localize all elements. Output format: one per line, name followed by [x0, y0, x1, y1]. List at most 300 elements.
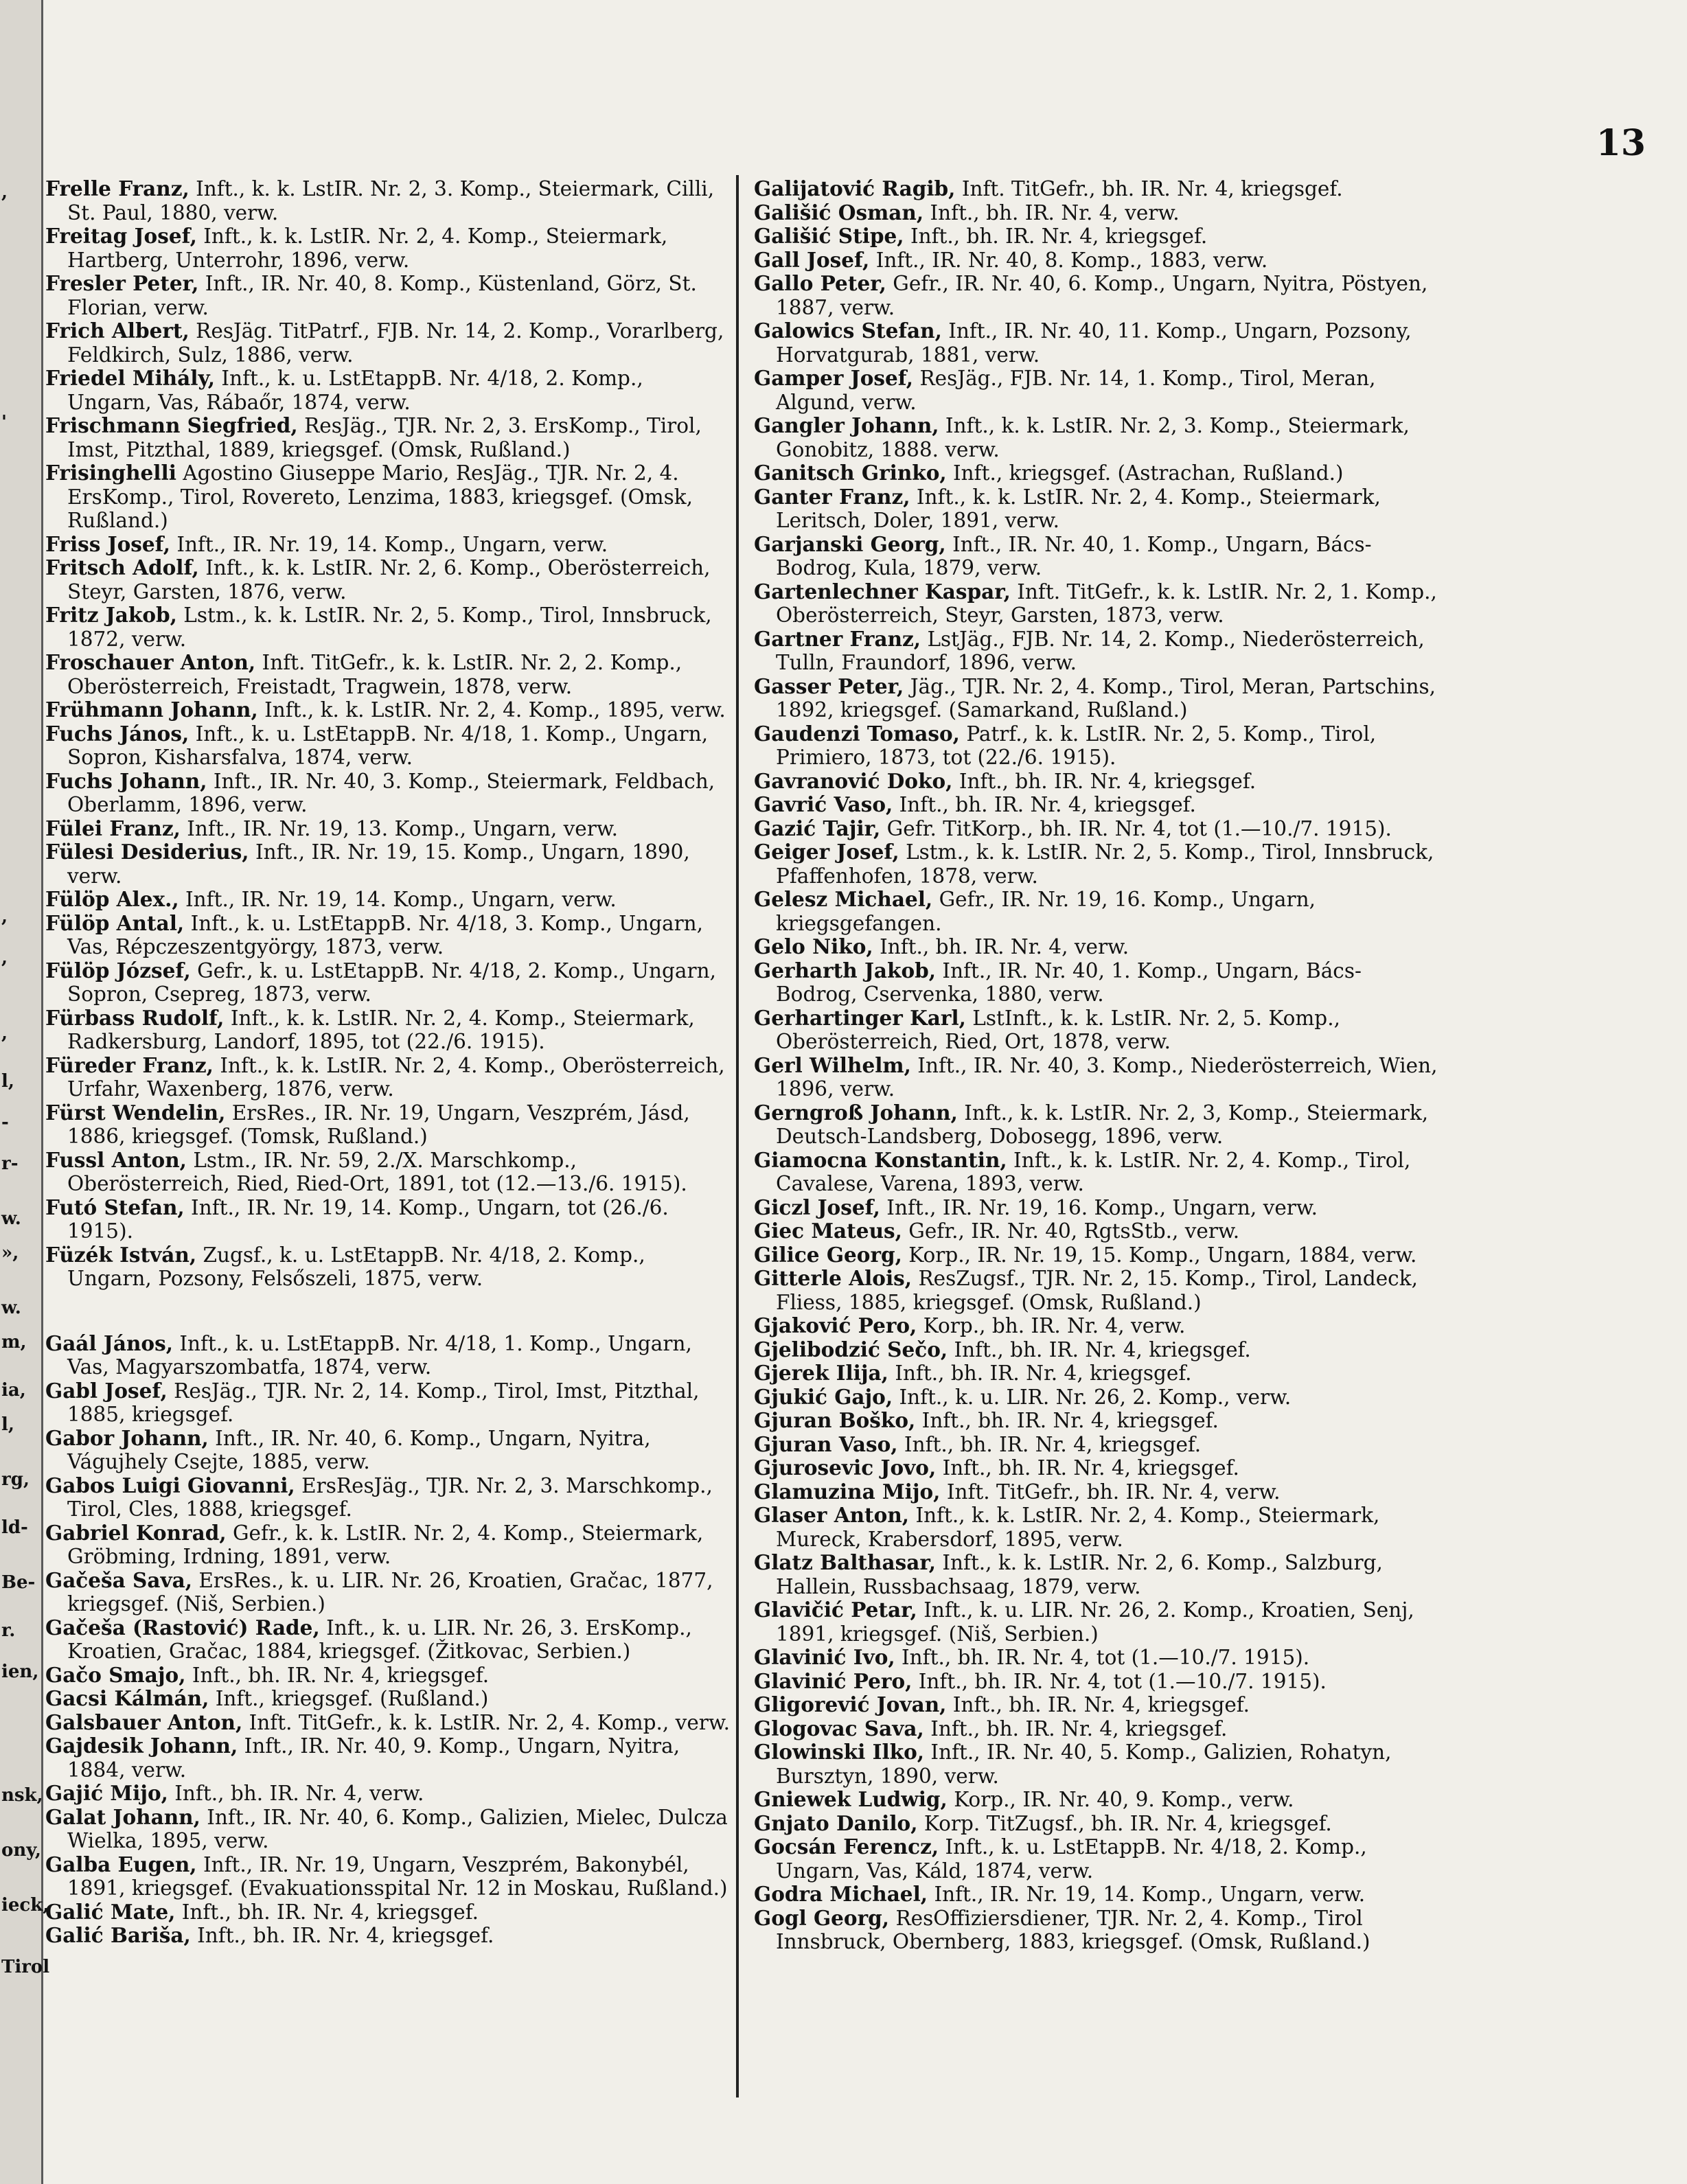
list-entry	[45, 1196, 732, 1243]
entry-details: Gefr., k. u. LstEtappB. Nr. 4/18, 2. Komp., Ungarn, Sopron, Csepreg, 1873, verw.	[67, 958, 716, 1006]
entry-name: Gerngroß Johann,	[754, 1100, 958, 1125]
entry-name: Gnjato Danilo,	[754, 1811, 918, 1835]
entry-details: Inft., IR. Nr. 40, 3. Komp., Niederösterreich, Wien, 1896, verw.	[776, 1053, 1438, 1101]
entry-details: Inft., k. u. LstEtappB. Nr. 4/18, 1. Komp., Ungarn, Vas, Magyarszombatfa, 1874, verw.	[67, 1331, 692, 1379]
list-entry	[754, 367, 1441, 414]
entry-name: Fülei Franz,	[45, 816, 181, 840]
list-entry	[45, 461, 732, 533]
entry-details: Jäg., TJR. Nr. 2, 4. Komp., Tirol, Meran, Partschins, 1892, kriegsgef. (Samarkand, Rußland.)	[776, 674, 1436, 722]
entry-name: Giamocna Konstantin,	[754, 1147, 1007, 1172]
entry-name: Gjaković Pero,	[754, 1313, 917, 1337]
list-entry	[45, 1711, 732, 1735]
list-entry	[754, 1361, 1441, 1386]
entry-details: Inft., bh. IR. Nr. 4, kriegsgef.	[175, 1900, 479, 1924]
entry-name: Galijatović Ragib,	[754, 176, 956, 200]
list-entry	[754, 1812, 1441, 1836]
list-entry	[754, 1646, 1441, 1670]
entry-name: Frischmann Siegfried,	[45, 413, 298, 437]
entry-name: Futó Stefan,	[45, 1195, 185, 1219]
list-entry	[45, 1101, 732, 1149]
entry-name: Galowics Stefan,	[754, 319, 942, 343]
entry-name: Gajdesik Johann,	[45, 1734, 238, 1758]
list-entry	[45, 556, 732, 604]
entry-details: Inft., IR. Nr. 40, 1. Komp., Ungarn, Bács-Bodrog, Cservenka, 1880, verw.	[776, 958, 1362, 1006]
list-entry	[754, 1433, 1441, 1457]
entry-name: Gjuran Vaso,	[754, 1432, 898, 1456]
list-entry	[45, 722, 732, 770]
entry-name: Fuchs János,	[45, 721, 190, 746]
list-entry	[754, 249, 1441, 273]
list-entry	[754, 628, 1441, 675]
entry-name: Gasser Peter,	[754, 674, 904, 698]
entry-details: Inft., IR. Nr. 40, 5. Komp., Galizien, Rohatyn, Bursztyn, 1890, verw.	[776, 1740, 1392, 1788]
entry-details: Inft., bh. IR. Nr. 4, kriegsgef.	[185, 1663, 490, 1687]
entry-name: Fresler Peter,	[45, 271, 199, 295]
entry-details: Inft. TitGefr., k. k. LstIR. Nr. 2, 2. Komp., Oberösterreich, Freistadt, Tragwein, 1878, verw.	[67, 651, 682, 698]
list-entry	[45, 367, 732, 414]
entry-details: Inft., IR. Nr. 40, 1. Komp., Ungarn, Bács-Bodrog, Kula, 1879, verw.	[776, 532, 1372, 579]
list-entry	[754, 1386, 1441, 1410]
entry-name: Frich Albert,	[45, 319, 190, 343]
entry-name: Gerl Wilhelm,	[754, 1053, 911, 1077]
entry-name: Glogovac Sava,	[754, 1716, 924, 1740]
margin-fragment: Be-	[1, 1572, 36, 1593]
list-entry	[45, 1474, 732, 1521]
list-entry	[754, 1456, 1441, 1480]
list-entry	[45, 225, 732, 272]
entry-name: Galsbauer Anton,	[45, 1710, 243, 1734]
entry-name: Gjelibodzić Sečo,	[754, 1337, 948, 1361]
margin-fragment: ieck,	[1, 1895, 49, 1916]
entry-name: Fülesi Desiderius,	[45, 840, 249, 864]
list-entry	[754, 1267, 1441, 1314]
list-entry	[754, 319, 1441, 367]
entry-details: ErsResJäg., TJR. Nr. 2, 3. Marschkomp., Tirol, Cles, 1888, kriegsgef.	[67, 1473, 713, 1521]
list-entry	[754, 225, 1441, 249]
entry-name: Füreder Franz,	[45, 1053, 214, 1077]
entry-name: Gjerek Ilija,	[754, 1361, 888, 1385]
entry-details: Inft., k. k. LstIR. Nr. 2, 4. Komp., Oberösterreich, Urfahr, Waxenberg, 1876, verw.	[67, 1053, 725, 1101]
list-entry	[754, 1740, 1441, 1788]
list-entry	[754, 1054, 1441, 1101]
entry-details: Inft., IR. Nr. 19, 13. Komp., Ungarn, verw.	[180, 816, 618, 840]
entry-name: Gitterle Alois,	[754, 1266, 913, 1290]
list-entry	[754, 1835, 1441, 1883]
section-gap	[45, 1291, 732, 1332]
entry-name: Gačeša (Rastović) Rade,	[45, 1615, 320, 1640]
margin-fragment: l,	[1, 1414, 14, 1435]
entry-details: Inft. TitGefr., k. k. LstIR. Nr. 2, 4. Komp., verw.	[242, 1710, 731, 1734]
entry-details: ErsRes., k. u. LIR. Nr. 26, Kroatien, Gračac, 1877, kriegsgef. (Niš, Serbien.)	[67, 1568, 713, 1616]
entry-details: Inft., k. k. LstIR. Nr. 2, 3. Komp., Steiermark, Gonobitz, 1888. verw.	[776, 414, 1410, 461]
entry-name: Ganitsch Grinko,	[754, 461, 947, 485]
entry-details: LstJäg., FJB. Nr. 14, 2. Komp., Niederösterreich, Tulln, Fraundorf, 1896, verw.	[776, 627, 1425, 674]
right-column	[754, 177, 1441, 1954]
entry-details: Inft., IR. Nr. 40, 6. Komp., Galizien, Mielec, Dulcza Wielka, 1895, verw.	[67, 1805, 728, 1852]
list-entry	[754, 888, 1441, 935]
list-entry	[45, 1427, 732, 1474]
list-entry	[45, 1149, 732, 1196]
list-entry	[45, 888, 732, 912]
entry-name: Geiger Josef,	[754, 840, 899, 864]
entry-name: Fülöp Antal,	[45, 910, 185, 935]
list-entry	[45, 1569, 732, 1616]
margin-fragment: r.	[1, 1620, 16, 1641]
entry-name: Fülöp József,	[45, 958, 191, 982]
margin-fragment: '	[1, 412, 7, 433]
margin-fragment: nsk,	[1, 1785, 43, 1806]
entry-name: Froschauer Anton,	[45, 650, 256, 674]
entry-details: Inft., k. k. LstIR. Nr. 2, 4. Komp., 1895, verw.	[257, 698, 726, 722]
entry-details: Inft., IR. Nr. 19, 14. Komp., Ungarn, verw.	[928, 1883, 1366, 1906]
entry-name: Gangler Johann,	[754, 413, 939, 437]
list-entry	[45, 1734, 732, 1782]
entry-details: Inft., kriegsgef. (Astrachan, Rußland.)	[946, 461, 1344, 485]
entry-details: Inft., k. k. LstIR. Nr. 2, 4. Komp., Steiermark, Leritsch, Doler, 1891, verw.	[776, 485, 1381, 532]
entry-details: Inft., k. u. LstEtappB. Nr. 4/18, 2. Komp., Ungarn, Vas, Rábaőr, 1874, verw.	[67, 367, 643, 414]
entry-name: Gačeša Sava,	[45, 1567, 192, 1592]
entry-name: Galat Johann,	[45, 1804, 200, 1829]
entry-name: Gazić Tajir,	[754, 816, 881, 840]
list-entry	[45, 1243, 732, 1291]
margin-fragment: ien,	[1, 1662, 39, 1682]
margin-fragment: »,	[1, 1243, 19, 1263]
entry-details: Inft., bh. IR. Nr. 4, tot (1.—10./7. 1915).	[895, 1646, 1310, 1669]
list-entry	[45, 959, 732, 1007]
entry-details: Inft., k. u. LIR. Nr. 26, 3. ErsKomp., Kroatien, Gračac, 1884, kriegsgef. (Žitkovac, Serbien.)	[67, 1616, 692, 1663]
list-entry	[754, 959, 1441, 1007]
entry-details: Inft., bh. IR. Nr. 4, kriegsgef.	[948, 1337, 1251, 1361]
entry-name: Fülöp Alex.,	[45, 887, 179, 911]
list-entry	[754, 1219, 1441, 1243]
entry-details: Inft., bh. IR. Nr. 4, verw.	[168, 1782, 424, 1805]
entry-name: Gabriel Konrad,	[45, 1520, 227, 1545]
entry-details: Inft. TitGefr., k. k. LstIR. Nr. 2, 1. Komp., Oberösterreich, Steyr, Garsten, 1873, verw.	[776, 579, 1437, 627]
entry-details: Inft., bh. IR. Nr. 4, tot (1.—10./7. 1915).	[912, 1669, 1327, 1693]
entry-details: Inft., k. u. LstEtappB. Nr. 4/18, 3. Komp., Ungarn, Vas, Répczeszentgyörgy, 1873, verw.	[67, 911, 704, 958]
entry-details: Inft., k. u. LstEtappB. Nr. 4/18, 1. Komp., Ungarn, Sopron, Kisharsfalva, 1874, verw.	[67, 722, 709, 769]
list-entry	[754, 1007, 1441, 1054]
entry-details: Inft., k. u. LIR. Nr. 26, 2. Komp., Kroatien, Senj, 1891, kriegsgef. (Niš, Serbien.)	[776, 1598, 1414, 1646]
entry-details: Inft., k. u. LIR. Nr. 26, 2. Komp., verw.	[893, 1385, 1292, 1409]
entry-name: Galba Eugen,	[45, 1852, 197, 1876]
entry-name: Galić Mate,	[45, 1899, 176, 1924]
list-entry	[754, 1670, 1441, 1694]
entry-name: Gartner Franz,	[754, 626, 921, 651]
list-entry	[754, 1883, 1441, 1907]
entry-name: Giczl Josef,	[754, 1195, 880, 1219]
entry-details: LstInft., k. k. LstIR. Nr. 2, 5. Komp., Oberösterreich, Ried, Ort, 1878, verw.	[776, 1006, 1340, 1053]
entry-name: Gaál János,	[45, 1331, 173, 1355]
entry-details: Inft., IR. Nr. 19, 14. Komp., Ungarn, verw.	[170, 532, 608, 556]
list-entry	[754, 722, 1441, 770]
list-entry	[754, 1101, 1441, 1149]
entry-name: Fritsch Adolf,	[45, 555, 199, 579]
entry-details: Inft., bh. IR. Nr. 4, kriegsgef.	[946, 1693, 1250, 1716]
entry-details: Inft., IR. Nr. 19, 15. Komp., Ungarn, 1890, verw.	[67, 840, 690, 888]
margin-fragment: l,	[1, 1071, 14, 1092]
entry-details: Inft., bh. IR. Nr. 4, verw.	[873, 935, 1129, 958]
list-entry	[754, 461, 1441, 485]
entry-name: Gartenlechner Kaspar,	[754, 579, 1011, 604]
entry-details: Korp., bh. IR. Nr. 4, verw.	[917, 1314, 1186, 1337]
margin-fragment: w.	[1, 1208, 21, 1229]
entry-details: Inft., IR. Nr. 19, 16. Komp., Ungarn, verw.	[880, 1195, 1318, 1219]
entry-details: Gefr., IR. Nr. 19, 16. Komp., Ungarn, kriegsgefangen.	[776, 888, 1316, 935]
list-entry	[754, 1243, 1441, 1267]
entry-name: Gacsi Kálmán,	[45, 1686, 209, 1710]
list-entry	[45, 1521, 732, 1569]
list-entry	[754, 414, 1441, 461]
entry-details: Inft., k. k. LstIR. Nr. 2, 4. Komp., Steiermark, Radkersburg, Landorf, 1895, tot (22./6. 1915).	[67, 1006, 695, 1053]
entry-details: ResJäg., TJR. Nr. 2, 3. ErsKomp., Tirol, Imst, Pitzthal, 1889, kriegsgef. (Omsk, Rußland.)	[67, 414, 702, 461]
entry-details: Inft., k. k. LstIR. Nr. 2, 4. Komp., Tirol, Cavalese, Varena, 1893, verw.	[776, 1148, 1411, 1195]
entry-details: Gefr., IR. Nr. 40, 6. Komp., Ungarn, Nyitra, Pöstyen, 1887, verw.	[776, 272, 1428, 319]
list-entry	[754, 201, 1441, 225]
list-entry	[45, 817, 732, 841]
entry-name: Gamper Josef,	[754, 366, 914, 390]
list-entry	[45, 1007, 732, 1054]
entry-name: Füzék István,	[45, 1242, 197, 1267]
entry-name: Galić Bariša,	[45, 1923, 191, 1947]
list-entry	[754, 793, 1441, 817]
entry-name: Gjurosevic Jovo,	[754, 1456, 937, 1480]
entry-details: Patrf., k. k. LstIR. Nr. 2, 5. Komp., Tirol, Primiero, 1873, tot (22./6. 1915).	[776, 722, 1377, 769]
list-entry	[45, 177, 732, 225]
margin-fragment: ,	[1, 1023, 8, 1044]
entry-name: Gelesz Michael,	[754, 887, 933, 911]
entry-details: Inft., bh. IR. Nr. 4, kriegsgef.	[952, 769, 1256, 793]
list-entry	[754, 1338, 1441, 1362]
list-entry	[754, 1409, 1441, 1433]
entry-details: Inft., bh. IR. Nr. 4, kriegsgef.	[888, 1361, 1192, 1385]
entry-name: Gavranović Doko,	[754, 768, 953, 793]
entry-name: Glaser Anton,	[754, 1503, 910, 1527]
entry-name: Gaudenzi Tomaso,	[754, 721, 960, 746]
entry-name: Glavinić Pero,	[754, 1668, 913, 1693]
margin-fragment: ,	[1, 947, 8, 968]
entry-name: Gerharth Jakob,	[754, 958, 937, 982]
entry-details: Inft., k. k. LstIR. Nr. 2, 4. Komp., Steiermark, Hartberg, Unterrohr, 1896, verw.	[67, 225, 668, 272]
entry-details: Inft., k. k. LstIR. Nr. 2, 6. Komp., Salzburg, Hallein, Russbachsaag, 1879, verw.	[776, 1551, 1383, 1598]
entry-name: Freitag Josef,	[45, 224, 197, 248]
entry-name: Garjanski Georg,	[754, 531, 946, 556]
entry-details: Inft., k. u. LstEtappB. Nr. 4/18, 2. Komp., Ungarn, Vas, Káld, 1874, verw.	[776, 1835, 1367, 1883]
entry-details: Inft., k. k. LstIR. Nr. 2, 6. Komp., Oberösterreich, Steyr, Garsten, 1876, verw.	[67, 556, 711, 604]
entry-name: Frisinghelli	[45, 461, 176, 485]
entry-name: Gallo Peter,	[754, 271, 886, 295]
entry-details: ResOffiziersdiener, TJR. Nr. 2, 4. Komp., Tirol Innsbruck, Obernberg, 1883, kriegsgef. (Omsk, Rußland.)	[776, 1906, 1370, 1953]
entry-name: Fürbass Rudolf,	[45, 1005, 225, 1030]
entry-name: Gligorević Jovan,	[754, 1692, 947, 1716]
list-entry	[754, 1149, 1441, 1196]
list-entry	[45, 1054, 732, 1101]
entry-name: Gavrić Vaso,	[754, 792, 893, 816]
entry-details: Inft., bh. IR. Nr. 4, kriegsgef.	[897, 1432, 1202, 1456]
entry-details: Inft., bh. IR. Nr. 4, kriegsgef.	[936, 1456, 1239, 1480]
entry-name: Gališić Stipe,	[754, 224, 904, 248]
margin-fragment: ony,	[1, 1840, 41, 1861]
list-entry	[45, 1900, 732, 1924]
list-entry	[754, 1504, 1441, 1551]
left-margin-fragments	[0, 0, 50, 2184]
list-entry	[45, 698, 732, 722]
entry-name: Gabor Johann,	[45, 1425, 209, 1450]
entry-details: Gefr. TitKorp., bh. IR. Nr. 4, tot (1.—10./7. 1915).	[880, 816, 1392, 840]
margin-fragment: -	[1, 1112, 9, 1133]
entry-details: Inft., bh. IR. Nr. 4, kriegsgef.	[190, 1924, 494, 1947]
list-entry	[754, 770, 1441, 794]
list-entry	[45, 1664, 732, 1688]
list-entry	[45, 1853, 732, 1900]
entry-details: Inft., bh. IR. Nr. 4, kriegsgef.	[915, 1409, 1219, 1432]
entry-name: Gerhartinger Karl,	[754, 1005, 966, 1030]
entry-details: Agostino Giuseppe Mario, ResJäg., TJR. Nr. 2, 4. ErsKomp., Tirol, Rovereto, Lenzima, 1883, kriegsgef. (Omsk, Rußland.)	[67, 461, 693, 532]
entry-details: Inft., k. k. LstIR. Nr. 2, 4. Komp., Steiermark, Mureck, Krabersdorf, 1895, verw.	[776, 1504, 1380, 1551]
list-entry	[754, 485, 1441, 533]
entry-details: ResJäg., TJR. Nr. 2, 14. Komp., Tirol, Imst, Pitzthal, 1885, kriegsgef.	[67, 1379, 700, 1426]
entry-name: Fussl Anton,	[45, 1147, 187, 1172]
entry-details: Inft., IR. Nr. 40, 8. Komp., 1883, verw.	[869, 248, 1268, 272]
list-entry	[754, 1907, 1441, 1954]
entry-name: Gogl Georg,	[754, 1905, 890, 1930]
entry-name: Gabl Josef,	[45, 1378, 168, 1403]
list-entry	[754, 272, 1441, 319]
entry-details: Korp., IR. Nr. 40, 9. Komp., verw.	[947, 1788, 1294, 1811]
entry-details: Korp. TitZugsf., bh. IR. Nr. 4, kriegsgef.	[917, 1811, 1332, 1835]
entry-details: Inft., IR. Nr. 19, 14. Komp., Ungarn, verw.	[179, 888, 617, 911]
margin-fragment: ld-	[1, 1517, 28, 1538]
list-entry	[45, 1616, 732, 1664]
list-entry	[754, 1693, 1441, 1717]
entry-details: Inft. TitGefr., bh. IR. Nr. 4, verw.	[940, 1480, 1281, 1504]
list-entry	[45, 414, 732, 461]
column-divider	[736, 175, 739, 2097]
list-entry	[754, 1788, 1441, 1812]
margin-fragment: Tirol	[1, 1957, 50, 1977]
entry-details: ResZugsf., TJR. Nr. 2, 15. Komp., Tirol, Landeck, Fliess, 1885, kriegsgef. (Omsk, Rußland.)	[776, 1267, 1418, 1314]
entry-name: Gilice Georg,	[754, 1242, 902, 1267]
list-entry	[754, 177, 1441, 201]
entry-name: Giec Mateus,	[754, 1219, 902, 1243]
entry-details: Inft., IR. Nr. 19, Ungarn, Veszprém, Bakonybél, 1891, kriegsgef. (Evakuationsspital Nr. 12 in Moskau, Rußland.)	[67, 1852, 728, 1900]
left-column	[45, 177, 732, 1948]
margin-fragment: ia,	[1, 1380, 26, 1401]
entry-name: Gajić Mijo,	[45, 1781, 168, 1805]
list-entry	[45, 840, 732, 888]
entry-name: Gabos Luigi Giovanni,	[45, 1473, 295, 1497]
list-entry	[45, 1806, 732, 1853]
entry-name: Glamuzina Mijo,	[754, 1479, 941, 1504]
entry-name: Gocsán Ferencz,	[754, 1835, 939, 1859]
entry-details: Inft. TitGefr., bh. IR. Nr. 4, kriegsgef.	[955, 177, 1343, 200]
entry-details: Lstm., IR. Nr. 59, 2./X. Marschkomp., Oberösterreich, Ried, Ried-Ort, 1891, tot (12.—13./6. 1915).	[67, 1148, 687, 1195]
entry-details: Inft., bh. IR. Nr. 4, kriegsgef.	[923, 1716, 1228, 1740]
entry-details: Lstm., k. k. LstIR. Nr. 2, 5. Komp., Tirol, Innsbruck, Pfaffenhofen, 1878, verw.	[776, 840, 1434, 888]
list-entry	[45, 1782, 732, 1806]
entry-details: Inft., IR. Nr. 40, 6. Komp., Ungarn, Nyitra, Vágujhely Csejte, 1885, verw.	[67, 1426, 651, 1473]
entry-name: Gelo Niko,	[754, 934, 873, 958]
entry-name: Glavičić Petar,	[754, 1598, 917, 1622]
list-entry	[45, 770, 732, 817]
entry-details: Inft., IR. Nr. 40, 8. Komp., Küstenland, Görz, St. Florian, verw.	[67, 272, 697, 319]
list-entry	[45, 1687, 732, 1711]
margin-fragment: ,	[1, 906, 8, 927]
entry-name: Fuchs Johann,	[45, 768, 207, 793]
entry-details: Inft., bh. IR. Nr. 4, verw.	[923, 200, 1180, 225]
entry-details: Inft., kriegsgef. (Rußland.)	[209, 1687, 489, 1710]
list-entry	[754, 1480, 1441, 1504]
list-entry	[45, 319, 732, 367]
entry-name: Gjuran Boško,	[754, 1408, 916, 1432]
entry-name: Gališić Osman,	[754, 200, 924, 225]
entry-name: Godra Michael,	[754, 1882, 928, 1906]
entry-details: ResJäg. TitPatrf., FJB. Nr. 14, 2. Komp., Vorarlberg, Feldkirch, Sulz, 1886, verw.	[67, 319, 724, 367]
entry-details: Inft., k. k. LstIR. Nr. 2, 3. Komp., Steiermark, Cilli, St. Paul, 1880, verw.	[67, 177, 715, 225]
list-entry	[754, 1717, 1441, 1741]
margin-fragment: w.	[1, 1298, 21, 1318]
list-entry	[45, 1332, 732, 1379]
entry-name: Glatz Balthasar,	[754, 1550, 936, 1574]
entry-name: Gjukić Gajo,	[754, 1384, 893, 1409]
entry-name: Gačo Smajo,	[45, 1662, 186, 1687]
margin-fragment: rg,	[1, 1469, 30, 1490]
entry-name: Frühmann Johann,	[45, 698, 258, 722]
list-entry	[45, 272, 732, 319]
list-entry	[754, 580, 1441, 628]
list-entry	[754, 840, 1441, 888]
list-entry	[45, 912, 732, 959]
margin-fragment: m,	[1, 1332, 27, 1353]
entry-name: Gniewek Ludwig,	[754, 1787, 948, 1811]
list-entry	[754, 1196, 1441, 1220]
entry-details: Gefr., k. k. LstIR. Nr. 2, 4. Komp., Steiermark, Gröbming, Irdning, 1891, verw.	[67, 1521, 704, 1568]
entry-details: Korp., IR. Nr. 19, 15. Komp., Ungarn, 1884, verw.	[902, 1243, 1417, 1267]
entry-details: Inft., IR. Nr. 40, 3. Komp., Steiermark, Feldbach, Oberlamm, 1896, verw.	[67, 769, 715, 816]
list-entry	[45, 604, 732, 651]
entry-name: Ganter Franz,	[754, 484, 910, 509]
entry-name: Gall Josef,	[754, 247, 870, 272]
entry-details: Inft., IR. Nr. 19, 14. Komp., Ungarn, tot (26./6. 1915).	[67, 1195, 669, 1243]
entry-details: ErsRes., IR. Nr. 19, Ungarn, Veszprém, Jásd, 1886, kriegsgef. (Tomsk, Rußland.)	[67, 1101, 690, 1148]
list-entry	[754, 1551, 1441, 1598]
entry-details: Lstm., k. k. LstIR. Nr. 2, 5. Komp., Tirol, Innsbruck, 1872, verw.	[67, 604, 712, 651]
list-entry	[754, 817, 1441, 841]
list-entry	[45, 1379, 732, 1427]
entry-name: Frelle Franz,	[45, 176, 190, 200]
entry-details: Inft., k. k. LstIR. Nr. 2, 3, Komp., Steiermark, Deutsch-Landsberg, Dobosegg, 1896, verw.	[776, 1101, 1429, 1148]
list-entry	[45, 651, 732, 698]
entry-details: Inft., IR. Nr. 40, 9. Komp., Ungarn, Nyitra, 1884, verw.	[67, 1734, 680, 1782]
entry-details: Inft., bh. IR. Nr. 4, kriegsgef.	[893, 793, 1196, 816]
list-entry	[754, 1314, 1441, 1338]
list-entry	[45, 533, 732, 557]
page-number: 13	[1596, 122, 1646, 164]
entry-name: Friedel Mihály,	[45, 366, 216, 390]
entry-details: Inft., IR. Nr. 40, 11. Komp., Ungarn, Pozsony, Horvatgurab, 1881, verw.	[776, 319, 1412, 367]
entry-details: Inft., bh. IR. Nr. 4, kriegsgef.	[904, 225, 1208, 248]
entry-details: Zugsf., k. u. LstEtappB. Nr. 4/18, 2. Komp., Ungarn, Pozsony, Felsőszeli, 1875, verw.	[67, 1243, 645, 1290]
list-entry	[754, 935, 1441, 959]
entry-name: Glavinić Ivo,	[754, 1645, 895, 1669]
entry-name: Fürst Wendelin,	[45, 1100, 226, 1125]
list-entry	[754, 675, 1441, 722]
entry-name: Friss Josef,	[45, 531, 170, 556]
list-entry	[45, 1924, 732, 1948]
entry-details: Gefr., IR. Nr. 40, RgtsStb., verw.	[902, 1219, 1240, 1243]
margin-fragment: r-	[1, 1153, 19, 1174]
entry-details: ResJäg., FJB. Nr. 14, 1. Komp., Tirol, Meran, Algund, verw.	[776, 367, 1376, 414]
